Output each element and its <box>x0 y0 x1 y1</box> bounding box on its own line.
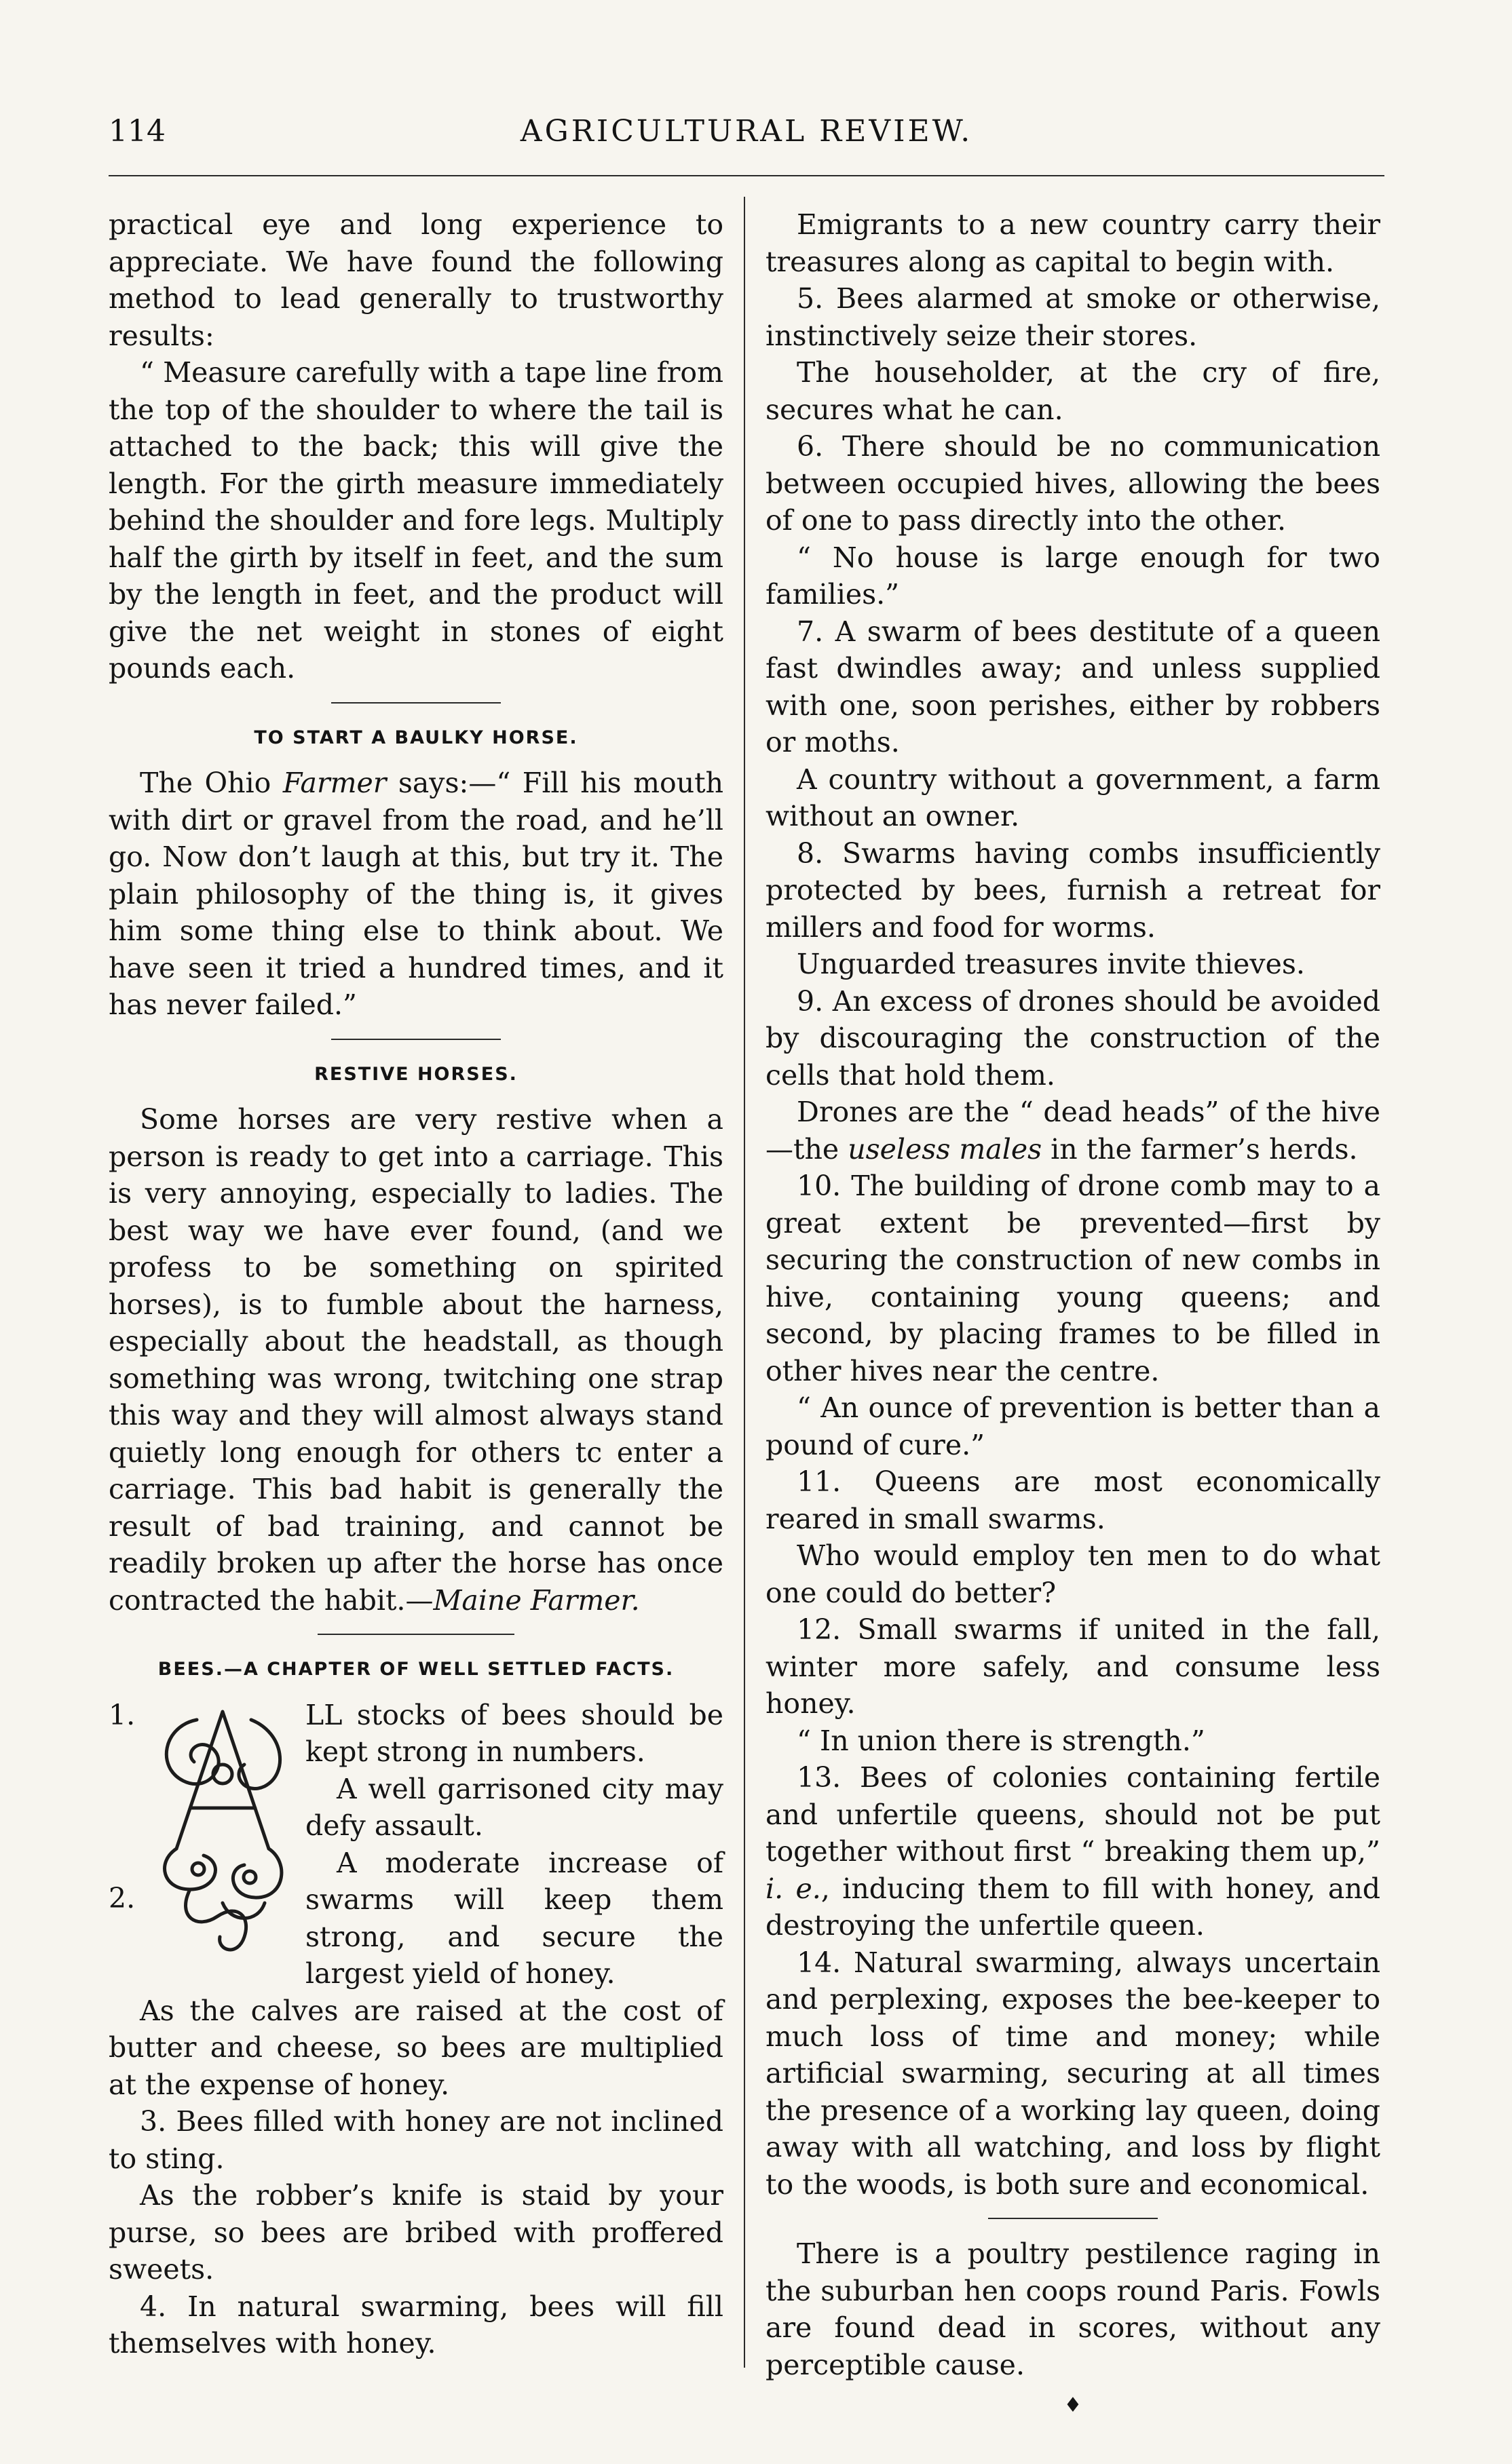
paragraph: 8. Swarms having combs insufficiently protected by bees, furnish a retreat for millers and food for worms. <box>766 836 1380 944</box>
paragraph: 4. In natural swarming, bees will fill themselves with honey. <box>109 2290 723 2360</box>
header-rule <box>109 175 1384 176</box>
paragraph <box>109 1101 723 1619</box>
item-number: 2. <box>109 1881 136 1914</box>
paragraph: As the robber’s knife is staid by your purse, so bees are bribed with proffered sweets. <box>109 2179 723 2286</box>
paragraph: “ Measure carefully with a tape line from the top of the shoulder to where the tail is attached to the back; this will give the length. For the girth measure immediately behind the shoulder and fore legs. Multiply half the girth by itself in feet, and the sum by the length in feet, and the product will give the net weight in stones of eight pounds each. <box>109 356 723 685</box>
paragraph: practical eye and long experience to appreciate. We have found the following method to lead generally to trustworthy results: <box>109 208 723 352</box>
section-rule <box>331 702 501 704</box>
paragraph: There is a poultry pestilence raging in the suburban hen coops round Paris. Fowls are found dead in scores, without any perceptible cause. <box>766 2237 1380 2381</box>
paragraph: The householder, at the cry of fire, secures what he can. <box>766 356 1380 426</box>
section-rule <box>988 2218 1158 2219</box>
right-column <box>766 206 1380 2425</box>
text-run: 13. Bees of colonies containing fertile and unfertile queens, should not be put together without first “ breaking them up,” <box>766 1761 1380 1868</box>
paragraph: As the calves are raised at the cost of butter and cheese, so bees are multiplied at the expense of honey. <box>109 1994 723 2101</box>
page-number: 114 <box>109 114 166 149</box>
italic-run: useless males <box>848 1132 1042 1166</box>
text-run: The Ohio <box>140 767 283 799</box>
italic-run: i. e. <box>766 1872 821 1905</box>
ornamental-initial-a-icon <box>149 1699 296 1971</box>
paragraph: 14. Natural swarming, always uncertain and perplexing, exposes the bee-keeper to much loss of time and money; while artificial swarming, securing at all times the presence of a working lay queen, doing away with all watching, and loss by flight to the woods, is both sure and economical. <box>766 1946 1380 2201</box>
italic-run: Maine Farmer. <box>433 1583 640 1617</box>
paragraph: 6. There should be no communication between occupied hives, allowing the bees of one to pass directly into the other. <box>766 430 1380 537</box>
section-heading: BEES.—A CHAPTER OF WELL SETTLED FACTS. <box>157 1659 675 1680</box>
text-run: Drones are the “ dead heads” of the hive —the <box>766 1096 1380 1166</box>
paragraph: A moderate increase of swarms will keep them strong, and secure the largest yield of honey. <box>305 1846 723 1990</box>
section-rule <box>318 1634 514 1635</box>
section-rule <box>331 1039 501 1040</box>
paragraph: 11. Queens are most economically reared in small swarms. <box>766 1465 1380 1535</box>
paragraph <box>766 1759 1380 1944</box>
paragraph: A well garrisoned city may defy assault. <box>305 1772 723 1842</box>
running-title: AGRICULTURAL REVIEW. <box>520 114 973 149</box>
paragraph: “ An ounce of prevention is better than a pound of cure.” <box>766 1391 1380 1461</box>
section-heading: TO START A BAULKY HORSE. <box>254 727 578 748</box>
running-header <box>109 114 1384 161</box>
paragraph: A country without a government, a farm without an owner. <box>766 763 1380 832</box>
italic-run: Farmer <box>282 767 387 799</box>
paragraph: Unguarded treasures invite thieves. <box>797 948 1305 980</box>
text-run: Some horses are very restive when a person is ready to get into a carriage. This is very annoying, especially to ladies. The best way we have ever found, (and we profess to be something on spirited horses), is to fumble about the harness, especially about the headstall, as though something was wrong, twitching one strap this way and they will almost always stand quietly long enough for others tc enter a carriage. This bad habit is generally the result of bad training, and cannot be readily broken up after the horse has once contracted the habit.— <box>109 1103 723 1617</box>
column-divider <box>744 197 745 2368</box>
text-run: in the farmer’s herds. <box>1042 1132 1358 1166</box>
paragraph: 12. Small swarms if united in the fall, winter more safely, and consume less honey. <box>766 1613 1380 1720</box>
paragraph <box>109 765 723 1024</box>
paragraph: “ In union there is strength.” <box>797 1724 1205 1757</box>
text-run: says:—“ Fill his mouth with dirt or gravel from the road, and he’ll go. Now don’t laugh at this, but try it. The plain philosophy of the thing is, it gives him some thing else to think about. We have seen it tried a hundred times, and it has never failed.” <box>109 767 723 1021</box>
item-number: 1. <box>109 1698 136 1731</box>
paragraph: 9. An excess of drones should be avoided by discouraging the construction of the cells that hold them. <box>766 984 1380 1092</box>
section-heading: RESTIVE HORSES. <box>314 1063 518 1085</box>
paragraph: 7. A swarm of bees destitute of a queen fast dwindles away; and unless supplied with one, soon perishes, either by robbers or moths. <box>766 615 1380 758</box>
paragraph: Who would employ ten men to do what one could do better? <box>766 1539 1380 1609</box>
left-column <box>109 206 723 2362</box>
paragraph: 10. The building of drone comb may to a great extent be prevented—first by securing the construction of new combs in hive, containing young queens; and second, by placing frames to be filled in other hives near the centre. <box>766 1170 1380 1387</box>
paragraph: LL stocks of bees should be kept strong in numbers. <box>305 1698 723 1768</box>
paragraph: Emigrants to a new country carry their treasures along as capital to begin with. <box>766 208 1380 278</box>
paragraph: “ No house is large enough for two families.” <box>766 541 1380 611</box>
text-run: , inducing them to fill with honey, and destroying the unfertile queen. <box>766 1872 1380 1942</box>
paragraph: 5. Bees alarmed at smoke or otherwise, instinctively seize their stores. <box>766 282 1380 352</box>
end-mark-icon: ♦ <box>1063 2393 1082 2417</box>
paragraph <box>766 1094 1380 1168</box>
paragraph: 3. Bees filled with honey are not inclined to sting. <box>109 2105 723 2175</box>
drop-cap-block <box>109 1697 723 1993</box>
